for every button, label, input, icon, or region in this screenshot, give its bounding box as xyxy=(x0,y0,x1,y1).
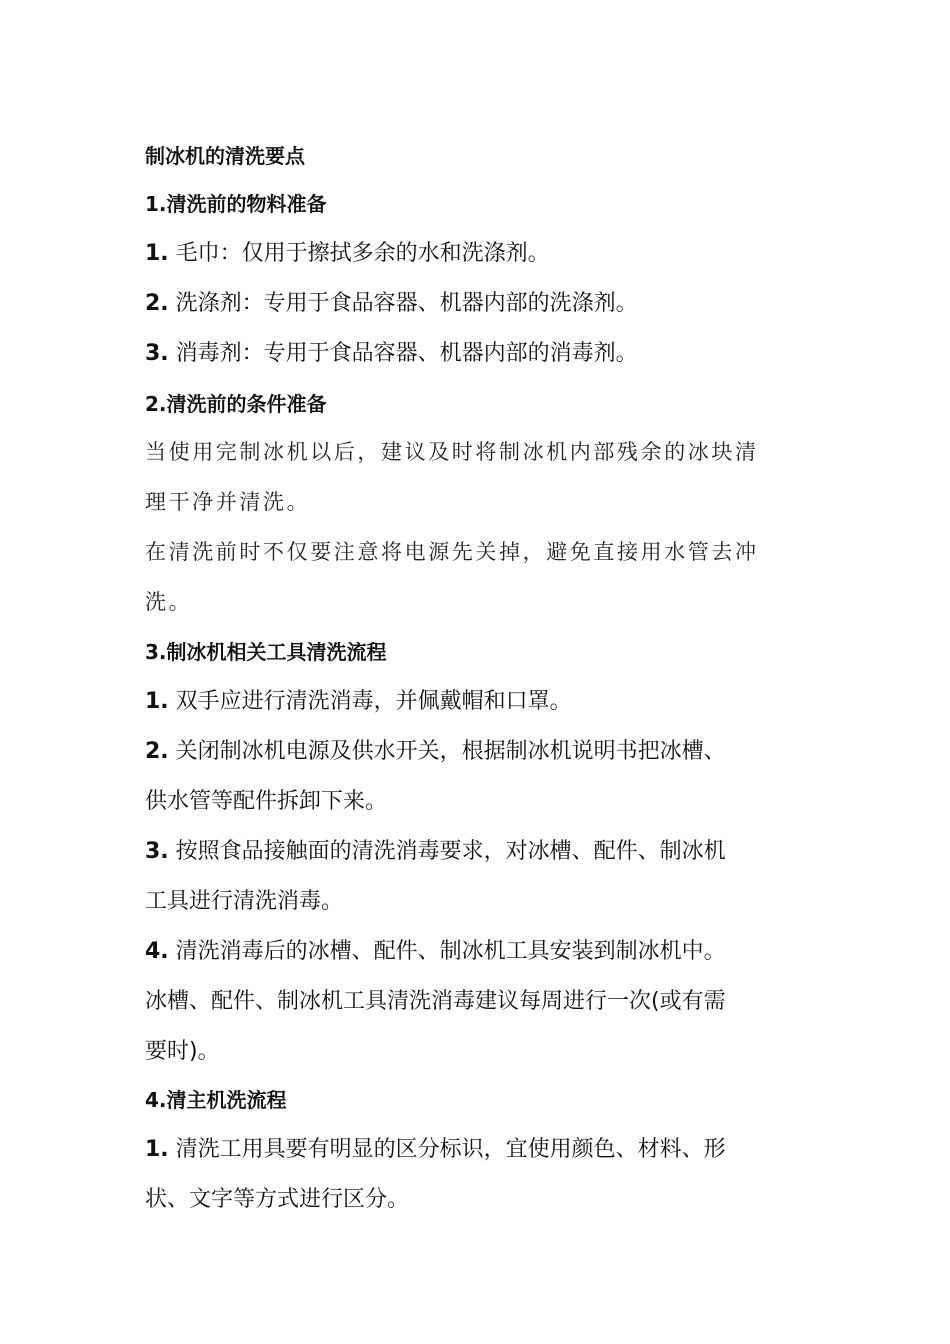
list-item-continuation: 状、文字等方式进行区分。 xyxy=(145,1187,410,1212)
item-number: 3. xyxy=(145,341,169,366)
item-text: 洗涤剂：专用于食品容器、机器内部的洗涤剂。 xyxy=(168,291,638,316)
item-number: 3. xyxy=(145,839,169,864)
list-item-continuation: 供水管等配件拆卸下来。 xyxy=(145,789,388,814)
section-4-heading: 4.清主机洗流程 xyxy=(145,1088,287,1112)
item-text: 按照食品接触面的清洗消毒要求，对冰槽、配件、制冰机 xyxy=(168,839,726,864)
document-title: 制冰机的清洗要点 xyxy=(145,144,305,168)
list-item xyxy=(145,1132,726,1163)
item-number: 4. xyxy=(145,939,169,964)
item-number: 1. xyxy=(145,1137,169,1162)
paragraph-line: 洗。 xyxy=(145,590,193,614)
item-number: 1. xyxy=(145,241,169,266)
list-item xyxy=(145,336,638,367)
list-item xyxy=(145,734,726,765)
paragraph-line: 在清洗前时不仅要注意将电源先关掉，避免直接用水管去冲 xyxy=(145,540,759,564)
note-line: 要时)。 xyxy=(145,1039,220,1064)
list-item xyxy=(145,236,550,267)
list-item xyxy=(145,834,726,865)
paragraph-line: 当使用完制冰机以后，建议及时将制冰机内部残余的冰块清 xyxy=(145,440,759,464)
list-item xyxy=(145,934,726,965)
item-text: 关闭制冰机电源及供水开关，根据制冰机说明书把冰槽、 xyxy=(168,739,726,764)
note-line: 冰槽、配件、制冰机工具清洗消毒建议每周进行一次(或有需 xyxy=(145,989,726,1014)
list-item xyxy=(145,286,638,317)
section-2-heading: 2.清洗前的条件准备 xyxy=(145,392,327,416)
item-text: 毛巾：仅用于擦拭多余的水和洗涤剂。 xyxy=(168,241,550,266)
section-1-heading: 1.清洗前的物料准备 xyxy=(145,192,327,216)
item-text: 清洗消毒后的冰槽、配件、制冰机工具安装到制冰机中。 xyxy=(168,939,726,964)
section-3-heading: 3.制冰机相关工具清洗流程 xyxy=(145,640,387,664)
item-number: 1. xyxy=(145,689,169,714)
paragraph-line: 理干净并清洗。 xyxy=(145,490,311,514)
item-text: 清洗工用具要有明显的区分标识，宜使用颜色、材料、形 xyxy=(168,1137,726,1162)
list-item xyxy=(145,684,572,715)
item-text: 双手应进行清洗消毒，并佩戴帽和口罩。 xyxy=(168,689,572,714)
item-text: 消毒剂：专用于食品容器、机器内部的消毒剂。 xyxy=(168,341,638,366)
item-number: 2. xyxy=(145,291,169,316)
list-item-continuation: 工具进行清洗消毒。 xyxy=(145,889,344,914)
item-number: 2. xyxy=(145,739,169,764)
